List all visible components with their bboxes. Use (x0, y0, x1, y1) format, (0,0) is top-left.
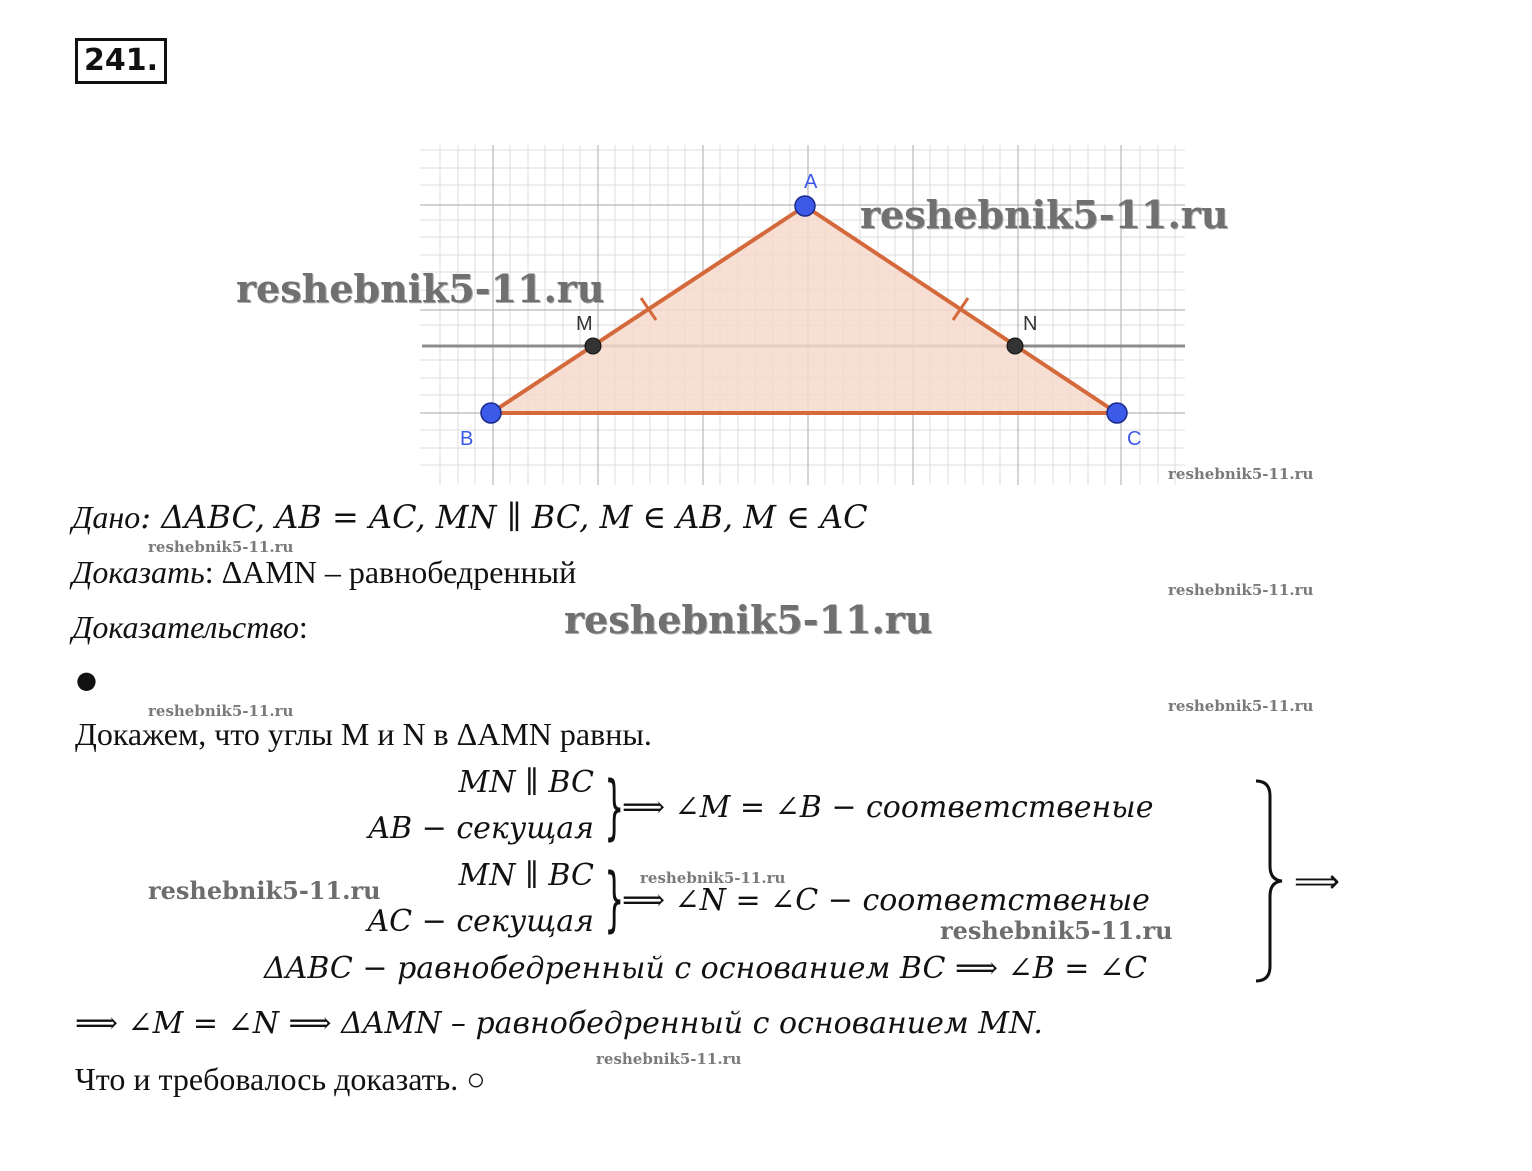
label-n: N (1023, 313, 1038, 335)
right-brace-icon: } (604, 858, 625, 940)
proof-line (72, 609, 308, 646)
prove-text: : ΔAMN – равнобедренный (204, 554, 577, 590)
label-c: C (1127, 428, 1142, 450)
label-a: A (804, 171, 818, 193)
row1-line1: MN ∥ BC (458, 765, 594, 800)
big-right-brace-icon (1252, 778, 1286, 984)
watermark: reshebnik5-11.ru (596, 1050, 742, 1068)
given-label: Дано (72, 499, 141, 535)
watermark: reshebnik5-11.ru (640, 869, 786, 887)
proof-label: Доказательство (72, 609, 299, 645)
watermark: reshebnik5-11.ru (564, 597, 933, 642)
watermark: reshebnik5-11.ru (148, 702, 294, 720)
watermark: reshebnik5-11.ru (940, 916, 1173, 945)
row1-line2: AB − секущая (368, 811, 594, 846)
point-n (1007, 338, 1023, 354)
conclusion-text: ⟹ ∠M = ∠N ⟹ ΔAMN – равнобедренный с основанием MN. (75, 1006, 1043, 1041)
prove-line (72, 554, 576, 591)
row2-line2: AC − секущая (367, 904, 594, 939)
row2-line1: MN ∥ BC (458, 858, 594, 893)
implies-arrow: ⟹ (1294, 862, 1340, 900)
right-brace-icon: } (604, 766, 625, 848)
qed-text: Что и требовалось доказать. ○ (75, 1061, 486, 1097)
row3: ΔABC − равнобедренный с основанием BC ⟹ ∠B = ∠C (264, 951, 1148, 986)
given-text: : ΔABC, AB = AC, MN ∥ BC, M ∈ AB, M ∈ AC (140, 498, 868, 536)
watermark: reshebnik5-11.ru (1168, 581, 1314, 599)
bullet-icon: ● (76, 666, 97, 694)
prove-label: Доказать (72, 554, 205, 590)
watermark: reshebnik5-11.ru (860, 192, 1229, 237)
watermark: reshebnik5-11.ru (1168, 465, 1314, 483)
point-m (585, 338, 601, 354)
watermark: reshebnik5-11.ru (1168, 697, 1314, 715)
label-b: B (460, 428, 474, 450)
proof-colon: : (298, 609, 308, 645)
intro-text: Докажем, что углы M и N в ΔAMN равны. (75, 716, 652, 752)
vertex-c (1107, 403, 1127, 423)
row1-result: ⟹ ∠M = ∠B − соответственые (622, 790, 1154, 825)
given-line (72, 498, 868, 536)
problem-number: 241. (75, 38, 167, 84)
label-m: M (576, 313, 593, 335)
row2-result: ⟹ ∠N = ∠C − соответственые (622, 883, 1150, 918)
watermark: reshebnik5-11.ru (148, 876, 381, 905)
watermark: reshebnik5-11.ru (148, 538, 294, 556)
vertex-b (481, 403, 501, 423)
watermark: reshebnik5-11.ru (236, 266, 605, 311)
vertex-a (795, 196, 815, 216)
